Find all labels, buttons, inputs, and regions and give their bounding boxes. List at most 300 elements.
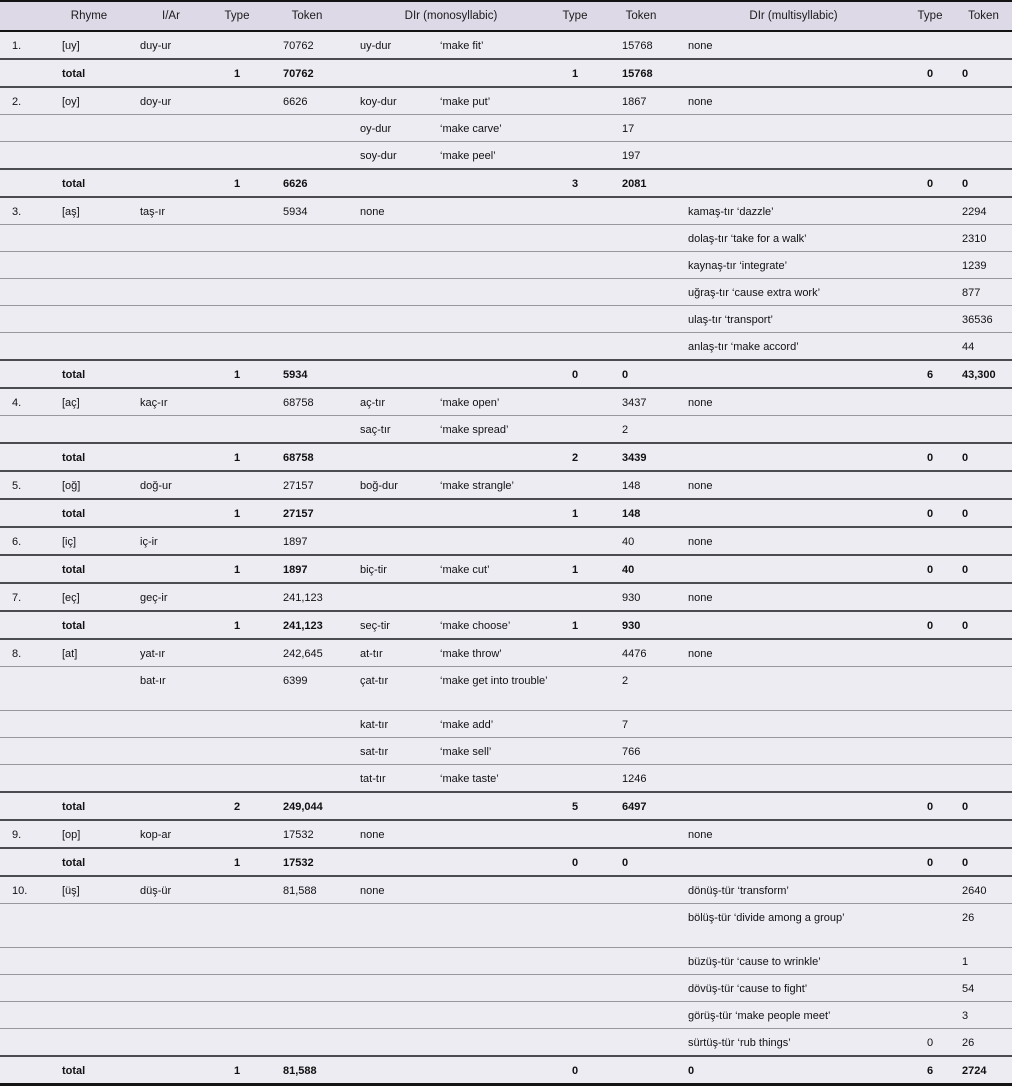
cell-token1: 6626 xyxy=(283,96,308,108)
cell-mono-gloss xyxy=(432,279,550,291)
cell-token1 xyxy=(262,948,352,960)
cell-token3: 2724 xyxy=(962,1065,987,1077)
cell-token3: 0 xyxy=(962,857,969,869)
cell-mono-form: at-tır xyxy=(360,648,383,660)
cell-token3: 0 xyxy=(962,564,969,576)
cell-token2: 1246 xyxy=(622,773,647,785)
cell-mono-gloss xyxy=(432,1029,550,1041)
cell-iar xyxy=(130,849,212,861)
cell-multi: none xyxy=(688,592,713,604)
cell-mono-form xyxy=(352,1002,432,1014)
cell-mono-gloss xyxy=(432,1002,550,1014)
cell-num xyxy=(0,1057,48,1069)
cell-multi: anlaş-tır ‘make accord’ xyxy=(688,341,799,353)
cell-token2 xyxy=(600,225,682,237)
cell-token3: 0 xyxy=(962,801,969,813)
cell-multi: none xyxy=(688,648,713,660)
cell-rhyme: total xyxy=(62,68,86,80)
cell-mono-gloss xyxy=(432,333,550,345)
cell-num: 7. xyxy=(12,592,22,604)
cell-iar: taş-ır xyxy=(140,206,166,218)
cell-token2: 2 xyxy=(622,675,629,687)
table-row xyxy=(0,387,1012,415)
cell-rhyme: [aş] xyxy=(62,206,80,218)
cell-mono-gloss xyxy=(432,170,550,182)
cell-token1: 81,588 xyxy=(283,885,317,897)
table-row xyxy=(0,278,1012,305)
cell-type3 xyxy=(905,667,955,679)
cell-multi: dolaş-tır ‘take for a walk’ xyxy=(688,233,807,245)
cell-type2 xyxy=(550,88,600,100)
cell-type2 xyxy=(550,279,600,291)
cell-type1 xyxy=(212,252,262,264)
cell-iar xyxy=(130,500,212,512)
cell-mono-gloss xyxy=(432,877,550,889)
cell-iar xyxy=(130,361,212,373)
cell-token3 xyxy=(955,88,1012,100)
cell-token3: 2640 xyxy=(962,885,987,897)
cell-type2: 0 xyxy=(571,857,579,869)
cell-rhyme: total xyxy=(62,1065,86,1077)
cell-token1 xyxy=(262,252,352,264)
cell-token1: 241,123 xyxy=(283,620,323,632)
cell-type1 xyxy=(212,1029,262,1041)
cell-multi xyxy=(682,60,905,72)
cell-token1 xyxy=(262,279,352,291)
cell-token3: 0 xyxy=(962,508,969,520)
cell-type3: 0 xyxy=(926,68,934,80)
cell-num xyxy=(0,975,48,987)
cell-multi xyxy=(682,849,905,861)
table-row xyxy=(0,114,1012,141)
column-header-type-mono: Type xyxy=(562,10,588,22)
cell-type1 xyxy=(212,88,262,100)
cell-token3 xyxy=(955,711,1012,723)
cell-type1: 1 xyxy=(233,452,241,464)
cell-type2: 1 xyxy=(571,564,579,576)
cell-type3 xyxy=(905,738,955,750)
cell-num xyxy=(0,279,48,291)
cell-rhyme xyxy=(48,225,130,237)
total-row xyxy=(0,498,1012,526)
cell-mono-form xyxy=(352,225,432,237)
cell-token2: 148 xyxy=(622,508,641,520)
cell-token2 xyxy=(600,948,682,960)
cell-mono-form xyxy=(352,500,432,512)
cell-multi xyxy=(682,416,905,428)
cell-type3: 0 xyxy=(926,801,934,813)
cell-iar xyxy=(130,333,212,345)
cell-mono-gloss: ‘make peel’ xyxy=(440,150,496,162)
cell-multi: bölüş-tür ‘divide among a group’ xyxy=(688,912,845,924)
cell-type1 xyxy=(212,279,262,291)
cell-iar xyxy=(130,612,212,624)
cell-token1 xyxy=(262,306,352,318)
cell-type2 xyxy=(550,333,600,345)
cell-token1 xyxy=(262,1002,352,1014)
total-row xyxy=(0,442,1012,470)
cell-token1 xyxy=(262,1029,352,1041)
cell-num xyxy=(0,738,48,750)
cell-token2: 0 xyxy=(622,369,629,381)
cell-rhyme: [üş] xyxy=(62,885,80,897)
cell-token1 xyxy=(262,416,352,428)
cell-token2: 2 xyxy=(622,424,629,436)
cell-token2: 197 xyxy=(622,150,641,162)
cell-type1 xyxy=(212,975,262,987)
cell-iar xyxy=(130,1029,212,1041)
cell-type1 xyxy=(212,877,262,889)
cell-rhyme: [oğ] xyxy=(62,480,81,492)
cell-token3: 0 xyxy=(962,68,969,80)
cell-token3: 54 xyxy=(962,983,975,995)
cell-type3 xyxy=(905,389,955,401)
cell-token3: 877 xyxy=(962,287,981,299)
cell-rhyme: total xyxy=(62,801,86,813)
cell-type1 xyxy=(212,115,262,127)
cell-type1: 1 xyxy=(233,620,241,632)
cell-token1: 5934 xyxy=(283,206,308,218)
cell-multi: none xyxy=(688,480,713,492)
cell-type3: 0 xyxy=(926,564,934,576)
table-row xyxy=(0,224,1012,251)
cell-token2: 7 xyxy=(622,719,629,731)
cell-type1 xyxy=(212,198,262,210)
table-row xyxy=(0,196,1012,224)
cell-iar: doğ-ur xyxy=(140,480,172,492)
table-row xyxy=(0,764,1012,791)
cell-iar xyxy=(130,170,212,182)
cell-type1: 1 xyxy=(233,369,241,381)
cell-token2: 15768 xyxy=(622,40,653,52)
cell-type2 xyxy=(550,472,600,484)
cell-type1 xyxy=(212,948,262,960)
cell-multi xyxy=(682,500,905,512)
cell-mono-form: seç-tir xyxy=(360,620,390,632)
cell-rhyme xyxy=(48,252,130,264)
cell-type2 xyxy=(550,948,600,960)
cell-type3: 0 xyxy=(926,178,934,190)
cell-num xyxy=(0,948,48,960)
cell-multi xyxy=(682,711,905,723)
total-row xyxy=(0,554,1012,582)
cell-mono-form xyxy=(352,444,432,456)
cell-mono-form: none xyxy=(360,885,385,897)
cell-type3 xyxy=(905,198,955,210)
cell-token1: 27157 xyxy=(283,480,314,492)
cell-mono-form xyxy=(352,975,432,987)
cell-token3: 0 xyxy=(962,620,969,632)
cell-multi xyxy=(682,556,905,568)
table-row xyxy=(0,415,1012,442)
table-row xyxy=(0,1028,1012,1055)
table-row xyxy=(0,1001,1012,1028)
cell-mono-gloss xyxy=(432,821,550,833)
cell-type1 xyxy=(212,904,262,916)
cell-token2: 1867 xyxy=(622,96,647,108)
cell-mono-form: tat-tır xyxy=(360,773,386,785)
cell-token3 xyxy=(955,32,1012,44)
cell-token1: 17532 xyxy=(283,857,314,869)
total-row xyxy=(0,1055,1012,1083)
cell-type2 xyxy=(550,904,600,916)
cell-num xyxy=(0,225,48,237)
cell-token2: 6497 xyxy=(622,801,647,813)
cell-mono-gloss xyxy=(432,60,550,72)
cell-rhyme xyxy=(48,1029,130,1041)
cell-multi: none xyxy=(688,96,713,108)
cell-type2: 0 xyxy=(571,369,579,381)
cell-type1: 2 xyxy=(233,801,241,813)
table-row xyxy=(0,638,1012,666)
cell-num xyxy=(0,1002,48,1014)
table-body xyxy=(0,32,1012,1083)
cell-token2: 3437 xyxy=(622,397,647,409)
cell-token2 xyxy=(600,306,682,318)
cell-num: 8. xyxy=(12,648,22,660)
cell-token1: 70762 xyxy=(283,68,314,80)
cell-type2 xyxy=(550,667,600,679)
cell-mono-gloss xyxy=(432,793,550,805)
table-row xyxy=(0,947,1012,974)
cell-multi xyxy=(682,444,905,456)
cell-token1: 249,044 xyxy=(283,801,323,813)
cell-iar: bat-ır xyxy=(140,675,166,687)
cell-type2 xyxy=(550,1029,600,1041)
cell-type1 xyxy=(212,584,262,596)
cell-num xyxy=(0,556,48,568)
cell-token2 xyxy=(600,252,682,264)
cell-num xyxy=(0,306,48,318)
table-row xyxy=(0,526,1012,554)
cell-mono-form xyxy=(352,528,432,540)
column-header-iar: I/Ar xyxy=(162,10,180,22)
cell-iar: duy-ur xyxy=(140,40,172,52)
cell-multi: none xyxy=(688,397,713,409)
cell-mono-gloss xyxy=(432,849,550,861)
cell-multi: uğraş-tır ‘cause extra work’ xyxy=(688,287,821,299)
cell-type1 xyxy=(212,333,262,345)
cell-token3: 1 xyxy=(962,956,969,968)
cell-rhyme: [eç] xyxy=(62,592,80,604)
cell-token1: 68758 xyxy=(283,397,314,409)
total-row xyxy=(0,58,1012,86)
cell-type3 xyxy=(905,225,955,237)
cell-mono-form xyxy=(352,361,432,373)
cell-multi: dönüş-tür ‘transform’ xyxy=(688,885,789,897)
column-header-type-iar: Type xyxy=(224,10,250,22)
cell-iar xyxy=(130,279,212,291)
cell-iar xyxy=(130,1002,212,1014)
cell-mono-form xyxy=(352,904,432,916)
cell-type2 xyxy=(550,198,600,210)
cell-mono-gloss xyxy=(432,361,550,373)
cell-rhyme xyxy=(48,711,130,723)
table-row xyxy=(0,251,1012,278)
cell-num xyxy=(0,849,48,861)
total-row xyxy=(0,791,1012,819)
cell-mono-form: boğ-dur xyxy=(360,480,398,492)
cell-type2: 1 xyxy=(571,620,579,632)
cell-token2: 148 xyxy=(622,480,641,492)
cell-token2: 0 xyxy=(622,857,629,869)
cell-type3 xyxy=(905,765,955,777)
cell-type2: 1 xyxy=(571,68,579,80)
cell-mono-form xyxy=(352,1029,432,1041)
cell-mono-gloss: ‘make get into trouble’ xyxy=(440,675,548,687)
cell-iar xyxy=(130,738,212,750)
cell-token2 xyxy=(600,1029,682,1041)
cell-type2 xyxy=(550,738,600,750)
cell-type1: 1 xyxy=(233,1065,241,1077)
cell-token2: 40 xyxy=(622,564,635,576)
cell-token3: 26 xyxy=(962,1037,975,1049)
cell-token2 xyxy=(600,279,682,291)
cell-type1 xyxy=(212,142,262,154)
cell-token1: 1897 xyxy=(283,564,308,576)
cell-mono-gloss: ‘make throw’ xyxy=(440,648,502,660)
cell-token3 xyxy=(955,738,1012,750)
cell-token1: 27157 xyxy=(283,508,314,520)
cell-token2 xyxy=(600,877,682,889)
cell-num: 9. xyxy=(12,829,22,841)
cell-type1: 1 xyxy=(233,564,241,576)
cell-mono-gloss xyxy=(432,500,550,512)
table-row xyxy=(0,974,1012,1001)
cell-mono-gloss xyxy=(432,198,550,210)
cell-token2: 930 xyxy=(622,620,641,632)
cell-mono-form xyxy=(352,793,432,805)
cell-num xyxy=(0,667,48,679)
cell-type1 xyxy=(212,416,262,428)
cell-type2 xyxy=(550,821,600,833)
cell-type1: 1 xyxy=(233,508,241,520)
cell-type3 xyxy=(905,252,955,264)
cell-iar: doy-ur xyxy=(140,96,172,108)
cell-type1 xyxy=(212,528,262,540)
cell-iar xyxy=(130,306,212,318)
table-row xyxy=(0,32,1012,58)
cell-token1 xyxy=(262,765,352,777)
cell-token1 xyxy=(262,225,352,237)
cell-iar: kaç-ır xyxy=(140,397,168,409)
column-header-blank xyxy=(0,14,48,18)
cell-iar xyxy=(130,142,212,154)
cell-type2 xyxy=(550,640,600,652)
table-row xyxy=(0,470,1012,498)
cell-mono-form: biç-tir xyxy=(360,564,387,576)
cell-token1: 6399 xyxy=(283,675,308,687)
cell-token1 xyxy=(262,711,352,723)
cell-rhyme: [uy] xyxy=(62,40,80,52)
cell-token2: 766 xyxy=(622,746,641,758)
cell-token2: 2081 xyxy=(622,178,647,190)
cell-mono-gloss xyxy=(432,584,550,596)
cell-mono-gloss: ‘make fit’ xyxy=(440,40,484,52)
cell-mono-form xyxy=(352,252,432,264)
cell-type2: 2 xyxy=(571,452,579,464)
cell-multi xyxy=(682,170,905,182)
cell-mono-gloss xyxy=(432,225,550,237)
cell-type1: 1 xyxy=(233,857,241,869)
cell-mono-form xyxy=(352,170,432,182)
cell-rhyme xyxy=(48,306,130,318)
cell-type3: 0 xyxy=(926,1037,934,1049)
cell-token3 xyxy=(955,528,1012,540)
total-row xyxy=(0,847,1012,875)
cell-token3 xyxy=(955,821,1012,833)
cell-token2 xyxy=(600,198,682,210)
cell-type1 xyxy=(212,667,262,679)
cell-type3: 6 xyxy=(926,369,934,381)
cell-type2 xyxy=(550,306,600,318)
cell-mono-form: uy-dur xyxy=(360,40,392,52)
cell-mono-gloss xyxy=(432,444,550,456)
cell-type1 xyxy=(212,821,262,833)
cell-num: 3. xyxy=(12,206,22,218)
cell-multi xyxy=(682,765,905,777)
cell-iar xyxy=(130,556,212,568)
total-row xyxy=(0,359,1012,387)
cell-mono-gloss xyxy=(432,904,550,916)
cell-type2 xyxy=(550,584,600,596)
column-header-token-iar: Token xyxy=(291,10,323,22)
cell-type3 xyxy=(905,1002,955,1014)
cell-token3: 1239 xyxy=(962,260,987,272)
cell-mono-gloss xyxy=(432,948,550,960)
cell-num xyxy=(0,416,48,428)
cell-rhyme xyxy=(48,667,130,679)
cell-token1: 70762 xyxy=(283,40,314,52)
column-header-token-multi: Token xyxy=(968,10,999,22)
cell-num xyxy=(0,1029,48,1041)
cell-mono-form: saç-tır xyxy=(360,424,391,436)
cell-multi xyxy=(682,361,905,373)
cell-multi xyxy=(682,793,905,805)
cell-rhyme: total xyxy=(62,508,86,520)
cell-type2 xyxy=(550,252,600,264)
cell-mono-gloss xyxy=(432,1057,550,1069)
cell-type2 xyxy=(550,32,600,44)
cell-type2 xyxy=(550,225,600,237)
cell-rhyme: total xyxy=(62,369,86,381)
cell-type3: 0 xyxy=(926,857,934,869)
cell-type3 xyxy=(905,821,955,833)
cell-token2: 15768 xyxy=(622,68,653,80)
cell-rhyme: [at] xyxy=(62,648,78,660)
column-header-rhyme: Rhyme xyxy=(70,10,108,22)
cell-mono-form: none xyxy=(360,206,385,218)
column-header-token-mono: Token xyxy=(625,10,657,22)
cell-mono-form: çat-tır xyxy=(360,675,389,687)
cell-rhyme xyxy=(48,333,130,345)
cell-token3: 26 xyxy=(962,912,975,924)
cell-num: 5. xyxy=(12,480,22,492)
cell-type2 xyxy=(550,877,600,889)
cell-token3: 0 xyxy=(962,452,969,464)
cell-multi: dövüş-tür ‘cause to fight’ xyxy=(688,983,808,995)
cell-mono-form xyxy=(352,1057,432,1069)
cell-token3: 0 xyxy=(962,178,969,190)
cell-type2 xyxy=(550,528,600,540)
cell-token1: 241,123 xyxy=(283,592,323,604)
total-row xyxy=(0,610,1012,638)
cell-iar: düş-ür xyxy=(140,885,172,897)
cell-iar: kop-ar xyxy=(140,829,172,841)
cell-iar xyxy=(130,115,212,127)
cell-mono-gloss xyxy=(432,306,550,318)
cell-token2 xyxy=(600,1057,682,1069)
